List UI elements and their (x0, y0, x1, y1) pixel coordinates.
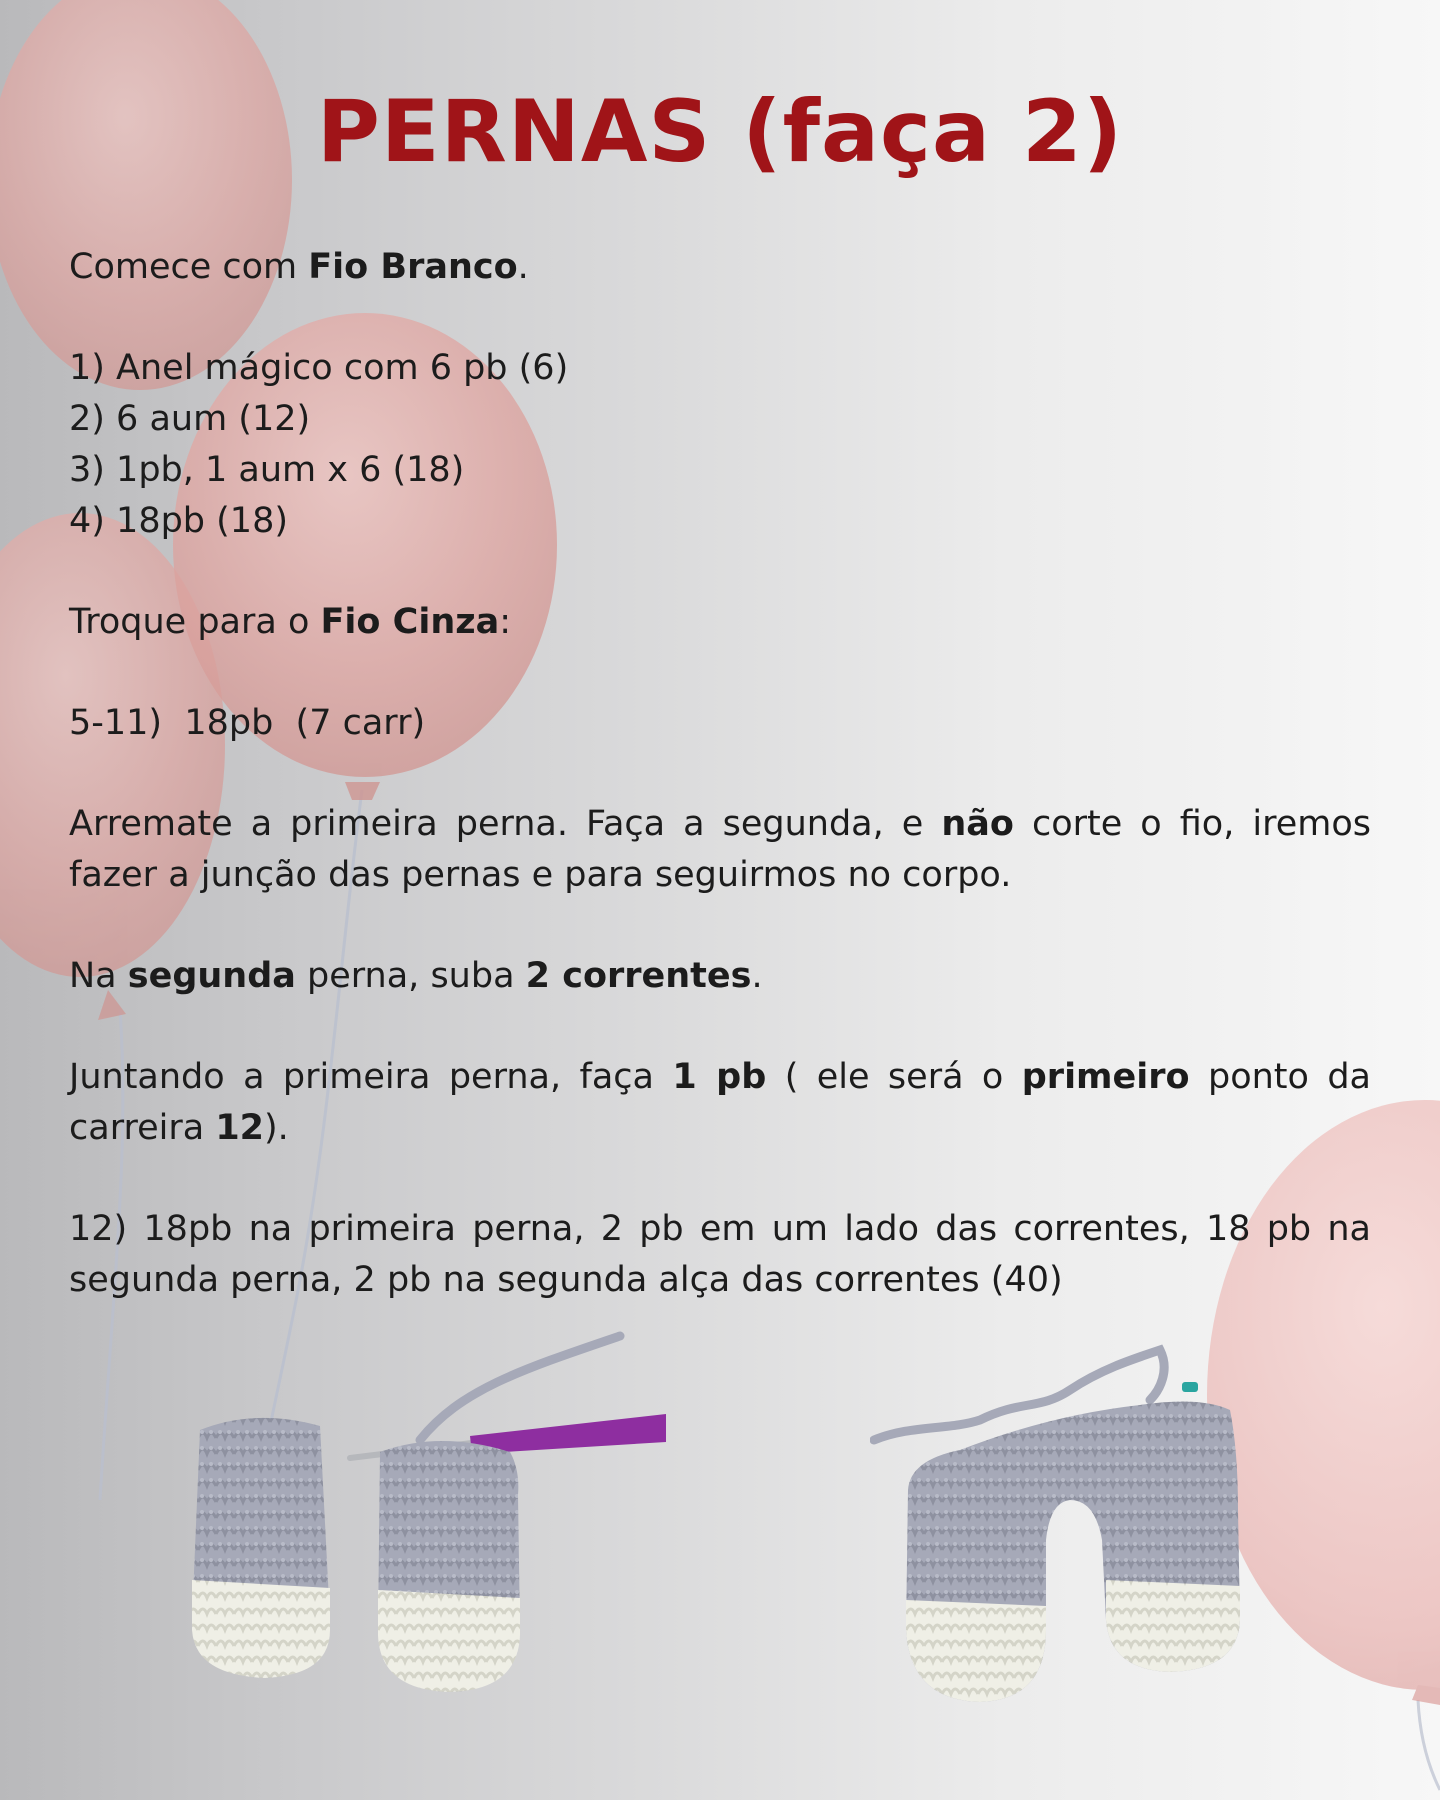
pattern-instructions (69, 242, 1371, 1356)
second-leg-paragraph: Na segunda perna, suba 2 correntes. (69, 956, 763, 996)
finish-paragraph: Arremate a primeira perna. Faça a segunda, e não corte o fio, iremos fazer a junção das pernas e para seguirmos no corpo. (69, 804, 1371, 895)
crochet-hook-handle (470, 1414, 666, 1454)
round-item: 1) Anel mágico com 6 pb (6) (69, 348, 569, 388)
joined-legs (906, 1401, 1240, 1702)
join-paragraph: Juntando a primeira perna, faça 1 pb ( ele será o primeiro ponto da carreira 12). (69, 1057, 1371, 1148)
round-item: 2) 6 aum (12) (69, 399, 311, 439)
photo-joined-legs (870, 1330, 1350, 1710)
intro-line: Comece com Fio Branco. (69, 247, 529, 287)
rounds-gray-list (69, 698, 1371, 749)
page-title: PERNAS (faça 2) (316, 82, 1124, 182)
color-switch-line: Troque para o Fio Cinza: (69, 602, 512, 642)
leg-right (378, 1441, 520, 1692)
round-item: 4) 18pb (18) (69, 501, 288, 541)
round-12-paragraph: 12) 18pb na primeira perna, 2 pb em um lado das correntes, 18 pb na segunda perna, 2 pb na segunda alça das correntes (40) (69, 1209, 1371, 1300)
rounds-white-list (69, 343, 1371, 547)
stitch-marker (1182, 1382, 1198, 1392)
leg-left (192, 1418, 330, 1678)
round-item: 5-11) 18pb (7 carr) (69, 703, 426, 743)
photo-two-legs-with-hook (180, 1330, 680, 1710)
round-item: 3) 1pb, 1 aum x 6 (18) (69, 450, 465, 490)
